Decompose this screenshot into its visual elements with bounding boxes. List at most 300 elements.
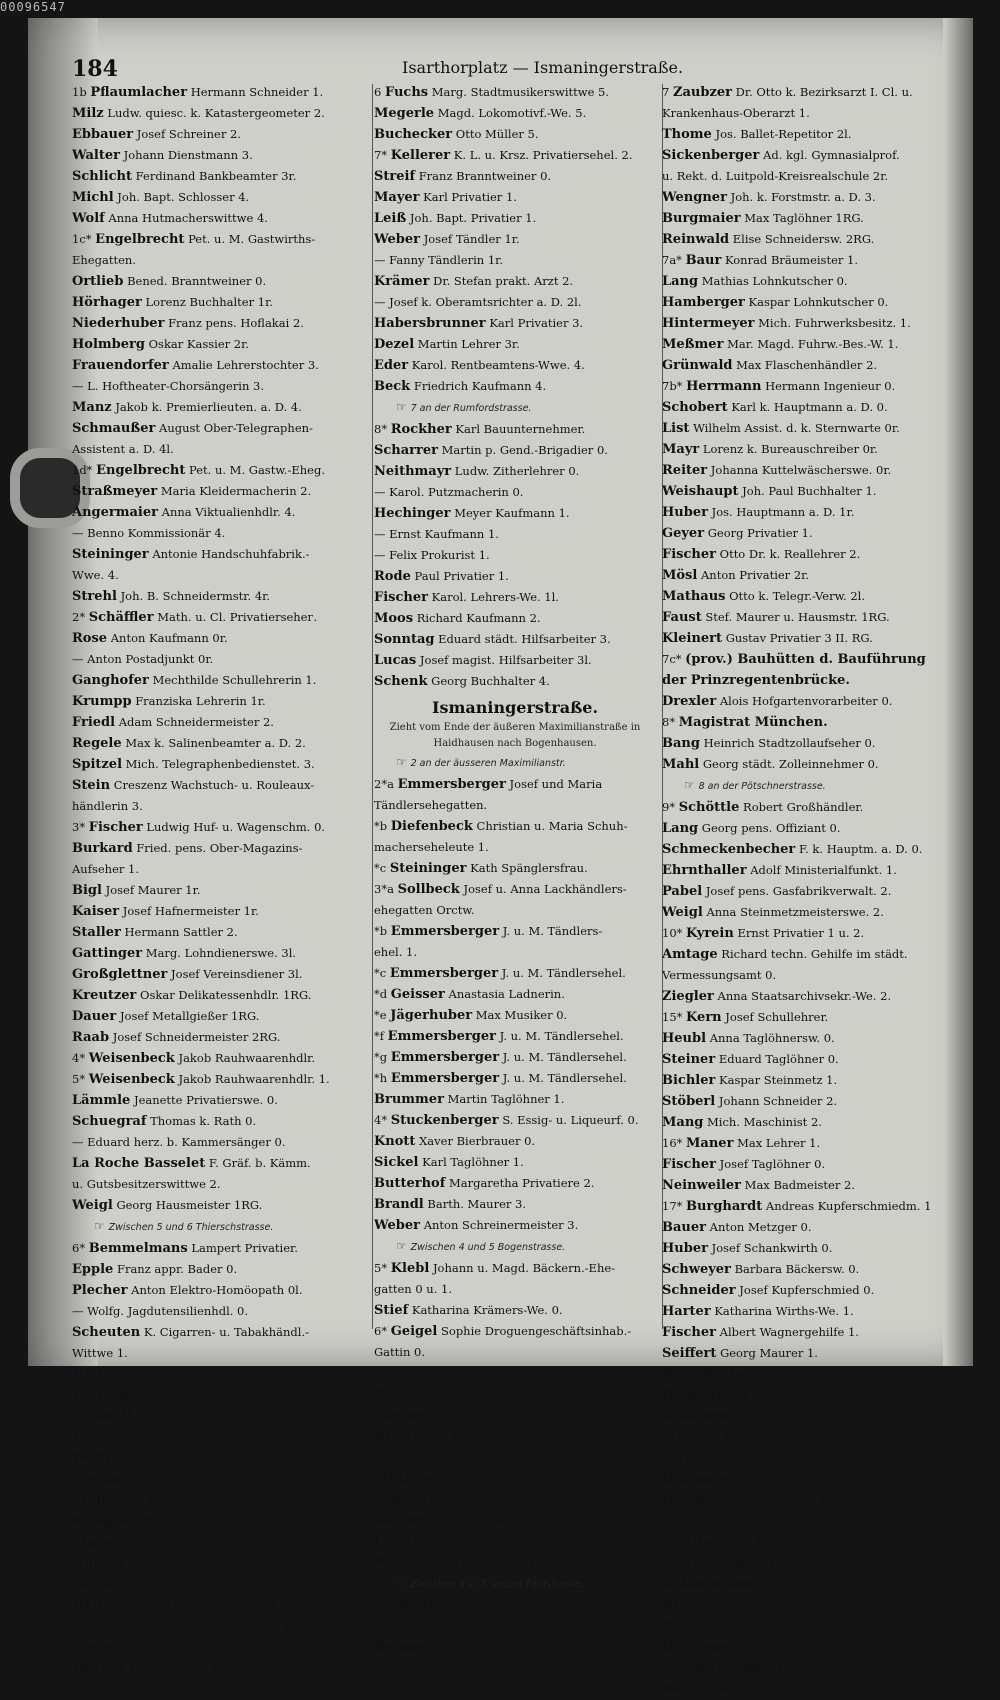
column-right bbox=[662, 82, 952, 1700]
resident-name: Bemmelmans bbox=[88, 1241, 188, 1256]
house-number: 2*a bbox=[374, 777, 394, 791]
house-number: 7a* bbox=[662, 253, 682, 267]
resident-details: Marg. Lohndienerswe. 3l. bbox=[145, 946, 297, 960]
resident-name: Martin bbox=[72, 1472, 123, 1487]
directory-entry bbox=[662, 1133, 952, 1154]
resident-name: Kaiser bbox=[72, 904, 120, 919]
directory-entry bbox=[374, 1047, 656, 1068]
resident-details: Fried. pens. Ober-Magazins- bbox=[136, 841, 303, 855]
resident-details: — Xaver Viehpraxer 1. bbox=[374, 1450, 506, 1464]
directory-entry bbox=[72, 1658, 354, 1679]
resident-name: Kellerer bbox=[390, 148, 451, 163]
resident-details: Mich. Telegraphenbedienstet. 3. bbox=[125, 757, 315, 771]
directory-entry bbox=[662, 82, 952, 103]
resident-name: Butterhof bbox=[374, 1176, 446, 1191]
resident-details: machersehelеute 1. bbox=[374, 840, 489, 854]
resident-details: Karl k. Hauptmann a. D. 0. bbox=[731, 400, 888, 414]
directory-entry bbox=[374, 503, 656, 524]
directory-entry bbox=[374, 816, 656, 837]
directory-entry bbox=[72, 250, 354, 271]
resident-details: Joh. B. Schneidermstr. 4r. bbox=[120, 589, 271, 603]
resident-name: Scharrer bbox=[374, 443, 438, 458]
directory-entry bbox=[374, 1637, 656, 1658]
resident-details: Josef Maurer 1r. bbox=[105, 883, 201, 897]
resident-name: Müller bbox=[72, 1493, 121, 1508]
directory-entry bbox=[662, 1532, 952, 1553]
resident-details: Jeanette Privatierswe. 0. bbox=[133, 1093, 278, 1107]
resident-details: Jakob Lohnkutscher 0. bbox=[738, 1682, 870, 1696]
resident-details: Karol. Rentbeamtens-Wwe. 4. bbox=[411, 358, 585, 372]
directory-entry bbox=[374, 124, 656, 145]
house-number: 2* bbox=[72, 610, 86, 624]
resident-details: ehel. 1. bbox=[374, 945, 417, 959]
house-number: *b bbox=[374, 819, 388, 833]
directory-entry bbox=[662, 397, 952, 418]
resident-details: Anton Metzger 0. bbox=[709, 1220, 812, 1234]
directory-entry bbox=[72, 145, 354, 166]
resident-name: Mathaus bbox=[662, 589, 726, 604]
resident-details: Anna Taglöhnersw. 0. bbox=[709, 1031, 835, 1045]
resident-name: Reiser bbox=[374, 1387, 421, 1402]
directory-entry bbox=[662, 1658, 952, 1679]
house-number: 7c* bbox=[662, 652, 682, 666]
resident-name: Ziegler bbox=[662, 989, 714, 1004]
resident-details: Joh. k. Forstmstr. a. D. 3. bbox=[730, 190, 876, 204]
directory-entry bbox=[662, 1091, 952, 1112]
house-number: *d bbox=[374, 987, 388, 1001]
resident-details: Anna Bezirksamtsdien.-We. 4r. bbox=[124, 1640, 303, 1654]
directory-entry bbox=[72, 1195, 354, 1216]
resident-details: Magd. Mühlzächters-We. 2. bbox=[707, 1451, 868, 1465]
house-number: 1b bbox=[72, 85, 87, 99]
directory-entry bbox=[662, 1217, 952, 1238]
resident-name: Weisenbeck bbox=[88, 1072, 175, 1087]
resident-name: Emmersberger bbox=[387, 1029, 496, 1044]
column-middle bbox=[374, 82, 656, 1658]
resident-details: Karl Privatier 3. bbox=[489, 316, 584, 330]
resident-details: händlerin 3. bbox=[72, 799, 143, 813]
resident-name: Reinwald bbox=[662, 232, 730, 247]
resident-name: Hollinger bbox=[662, 1640, 732, 1655]
directory-entry bbox=[662, 565, 952, 586]
resident-name: Mayer bbox=[374, 190, 420, 205]
directory-entry bbox=[374, 1131, 656, 1152]
resident-name: Michl bbox=[72, 190, 114, 205]
house-number: 4* bbox=[374, 1113, 388, 1127]
resident-details: Pet. u. M. Gastwirths- bbox=[188, 232, 316, 246]
resident-name: Menter bbox=[390, 1598, 444, 1613]
resident-details: Josef Schankwirth 0. bbox=[711, 1241, 833, 1255]
cross-street-note bbox=[72, 1216, 354, 1238]
directory-entry bbox=[72, 649, 354, 670]
directory-entry bbox=[662, 902, 952, 923]
resident-details: Georg städt. Zolleinnehmer 0. bbox=[702, 757, 879, 771]
resident-details: Andr. vorm. Fuhrwerksbe- bbox=[749, 1493, 903, 1507]
resident-details: sitzer 2RG. bbox=[662, 1514, 727, 1528]
resident-name: Stuckenberger bbox=[390, 1113, 499, 1128]
resident-details: Ehegatten. bbox=[72, 253, 136, 267]
directory-entry bbox=[374, 774, 656, 795]
resident-details: K. L. u. Krsz. Privatiersehel. 2. bbox=[453, 148, 633, 162]
directory-entry bbox=[374, 313, 656, 334]
resident-details: Tändlersehegatten. bbox=[374, 798, 488, 812]
directory-entry bbox=[374, 837, 656, 858]
resident-details: S. Essig- u. Liqueurf. 0. bbox=[502, 1113, 639, 1127]
resident-name: Baur bbox=[685, 253, 722, 268]
resident-details: — L. Hoftheater-Chorsängerin 3. bbox=[72, 379, 264, 393]
directory-entry bbox=[662, 1280, 952, 1301]
resident-details: Franziska Lehrerin 1r. bbox=[135, 694, 266, 708]
resident-name: Oberndorfer bbox=[686, 1556, 777, 1571]
house-number: 17* bbox=[662, 1199, 683, 1213]
resident-details: Alois Lederhändler 3m. bbox=[129, 1556, 266, 1570]
resident-details: Mechthilde Schullehrerin 1. bbox=[152, 673, 317, 687]
resident-name: Mayr bbox=[662, 442, 700, 457]
resident-name: Bauer bbox=[662, 1220, 706, 1235]
directory-entry bbox=[374, 250, 656, 271]
resident-details: Max Badmeister 2. bbox=[744, 1178, 855, 1192]
directory-entry bbox=[662, 1616, 952, 1637]
resident-details: August Ober-Telegraphen- bbox=[159, 421, 313, 435]
resident-name: Raab bbox=[72, 1030, 110, 1045]
resident-details: Jakob Rauhwaarenhdlr. 1. bbox=[178, 1072, 330, 1086]
resident-details: Mathias Lohnkutscher 0. bbox=[701, 274, 848, 288]
resident-name: Ebbauer bbox=[72, 127, 134, 142]
directory-entry bbox=[72, 1553, 354, 1574]
resident-name: Weber bbox=[374, 232, 421, 247]
resident-details: Kaspar Lohnkutscher 0. bbox=[748, 295, 889, 309]
resident-details: Jakob Rauhwaarenhdlr. bbox=[178, 1051, 316, 1065]
directory-entry bbox=[662, 944, 952, 965]
resident-details: Josef Schneidermeister 2RG. bbox=[112, 1030, 281, 1044]
directory-entry bbox=[72, 334, 354, 355]
resident-name: Kyrein bbox=[686, 926, 734, 941]
resident-name: Epple bbox=[72, 1262, 114, 1277]
resident-details: Anton Kaufmann 0r. bbox=[110, 631, 228, 645]
directory-entry bbox=[72, 103, 354, 124]
resident-name: Eder bbox=[374, 358, 409, 373]
resident-name: Fischer bbox=[662, 1157, 716, 1172]
resident-details: Heinrich Stadtzollaufseher 0. bbox=[703, 736, 876, 750]
resident-details: gatten 0 u. 1. bbox=[374, 1282, 452, 1296]
directory-entry bbox=[662, 1322, 952, 1343]
resident-details: Antonie Handschuhfabrik.- bbox=[152, 547, 310, 561]
resident-details: — Hier. p. k. k. Maschinenmeister 2. bbox=[662, 1430, 875, 1444]
directory-entry bbox=[662, 229, 952, 250]
resident-details: F. k. Hauptm. a. D. 0. bbox=[798, 842, 923, 856]
directory-entry bbox=[662, 1112, 952, 1133]
resident-name: Knott bbox=[374, 1134, 416, 1149]
directory-entry bbox=[662, 250, 952, 271]
resident-details: F. Gräf. b. Kämm. bbox=[208, 1156, 311, 1170]
resident-details: K. Cigarren- u. Tabakhändl.- bbox=[143, 1325, 310, 1339]
resident-details: Oskar Delikatessenhdlr. 1RG. bbox=[140, 988, 312, 1002]
directory-entry bbox=[72, 460, 354, 481]
resident-details: Georg Taglöhner 1. bbox=[430, 1408, 544, 1422]
resident-details: Josef u. Anna Lackhändlers- bbox=[463, 882, 627, 896]
house-number: 7b* bbox=[662, 379, 683, 393]
running-head: Isarthorplatz — Ismaningerstraße. bbox=[402, 58, 684, 77]
directory-entry bbox=[374, 1510, 656, 1531]
directory-entry bbox=[72, 418, 354, 439]
resident-details: Mich. Kupferschmied 1r. bbox=[757, 1367, 901, 1381]
directory-entry bbox=[374, 545, 656, 566]
house-number: 7* bbox=[374, 1598, 388, 1612]
directory-entry bbox=[72, 187, 354, 208]
house-number: *h bbox=[374, 1071, 388, 1085]
directory-entry bbox=[662, 1343, 952, 1364]
house-number: 3*a bbox=[374, 882, 394, 896]
resident-name: Streif bbox=[374, 169, 416, 184]
resident-name: Lang bbox=[662, 821, 699, 836]
directory-entry bbox=[72, 481, 354, 502]
resident-name: Kern bbox=[686, 1010, 722, 1025]
resident-details: Georg pens. Offiziant 0. bbox=[701, 821, 841, 835]
resident-details: Georg Maurer 1. bbox=[720, 1346, 818, 1360]
resident-details: Xaver Bierbrauer 0. bbox=[419, 1134, 536, 1148]
house-number: *g bbox=[374, 1050, 388, 1064]
resident-name: Steckermeier bbox=[686, 1661, 784, 1676]
directory-entry bbox=[72, 1343, 354, 1364]
resident-details: Mich. Maschinist 2. bbox=[707, 1115, 822, 1129]
directory-entry bbox=[374, 1447, 656, 1468]
resident-details: u. Gutsbesitzerswittwe 2. bbox=[72, 1177, 221, 1191]
column-left bbox=[72, 82, 354, 1679]
directory-entry bbox=[374, 984, 656, 1005]
resident-details: Oskar Kassier 2r. bbox=[148, 337, 250, 351]
directory-entry bbox=[72, 628, 354, 649]
directory-entry bbox=[374, 1321, 656, 1342]
directory-entry bbox=[72, 817, 354, 838]
resident-details: Math. u. Cl. Privatiersehег. bbox=[157, 610, 318, 624]
resident-name: Dezel bbox=[374, 337, 415, 352]
resident-name: Herrmann bbox=[686, 379, 762, 394]
resident-details: Ernst Privatier 1 u. 2. bbox=[737, 926, 865, 940]
resident-details: Eduard Taglöhner 0. bbox=[718, 1052, 839, 1066]
resident-name: Mösl bbox=[662, 568, 698, 583]
pointing-hand-icon: ☞ bbox=[396, 1576, 411, 1590]
resident-details: Josef Vereinsdiener 3l. bbox=[171, 967, 303, 981]
resident-name: Danger bbox=[374, 1513, 428, 1528]
resident-details: Gustav Privatier 3 II. RG. bbox=[725, 631, 873, 645]
resident-name: Manz bbox=[72, 400, 112, 415]
resident-details: Elise Advokatenstochter 2. bbox=[739, 1409, 897, 1423]
resident-details: Johanna Kuttelwäscherswe. 0r. bbox=[710, 463, 892, 477]
resident-details: Thomas k. Rath 0. bbox=[150, 1114, 257, 1128]
resident-details: J. u. M. Tändlersehel. bbox=[502, 1071, 627, 1085]
resident-details: Hermann Ingenieur 0. bbox=[765, 379, 896, 393]
resident-details: — Benno Kommissionär 4. bbox=[72, 526, 226, 540]
directory-entry bbox=[374, 921, 656, 942]
resident-details: Franz appr. Bader 0. bbox=[116, 1262, 238, 1276]
directory-entry bbox=[72, 1595, 354, 1616]
resident-details: Konrad Uhrmacher 0. bbox=[431, 1640, 559, 1654]
resident-name: Ehrnthaller bbox=[662, 863, 747, 878]
directory-entry bbox=[374, 900, 656, 921]
resident-name: Oberndorfer bbox=[686, 1535, 777, 1550]
resident-details: Martin Taglöhner 1. bbox=[447, 1092, 565, 1106]
directory-entry bbox=[662, 1448, 952, 1469]
directory-entry bbox=[374, 229, 656, 250]
resident-details: Mar. Magd. Fuhrw.-Bes.-W. 1. bbox=[727, 337, 899, 351]
resident-details: Amalie Lehrerstochter 3. bbox=[172, 358, 319, 372]
resident-name: Halter bbox=[72, 1598, 119, 1613]
directory-entry bbox=[72, 1153, 354, 1174]
directory-entry bbox=[374, 879, 656, 900]
cross-street-note bbox=[662, 775, 952, 797]
note-text: 2 an der äusseren Maximilianstr. bbox=[410, 758, 566, 769]
street-description: Zieht vom Ende der äußeren Maximilianstraße in Haidhausen nach Bogenhausen. bbox=[389, 722, 641, 749]
directory-entry bbox=[374, 1279, 656, 1300]
pointing-hand-icon: ☞ bbox=[396, 400, 411, 414]
directory-entry bbox=[374, 524, 656, 545]
directory-entry bbox=[72, 229, 354, 250]
cross-street-note bbox=[374, 1236, 656, 1258]
directory-entry bbox=[662, 712, 952, 733]
resident-name: Krenn bbox=[662, 1598, 708, 1613]
resident-details: Ludw. Zitherlehrer 0. bbox=[454, 464, 580, 478]
resident-details: Karl Bauunternehmer. bbox=[455, 422, 586, 436]
resident-name: Nuile bbox=[72, 1577, 112, 1592]
resident-name: Schuegraf bbox=[72, 1114, 147, 1129]
resident-details: Josef Hafnermeister 1r. bbox=[122, 904, 259, 918]
directory-entry bbox=[662, 986, 952, 1007]
resident-name: Emmersberger bbox=[397, 777, 506, 792]
resident-details: Franz Hausmeister 0RG. bbox=[736, 1472, 880, 1486]
resident-name: Werner bbox=[72, 1661, 126, 1676]
directory-entry bbox=[72, 376, 354, 397]
resident-details: Johann u. Magd. Bäckern.-Ehe- bbox=[432, 1261, 616, 1275]
resident-name: Huber bbox=[662, 1241, 708, 1256]
resident-name: Huber bbox=[662, 505, 708, 520]
directory-entry bbox=[374, 1405, 656, 1426]
resident-name: Dauer bbox=[72, 1009, 117, 1024]
house-number: *c bbox=[374, 966, 387, 980]
directory-entry bbox=[72, 1322, 354, 1343]
resident-name: Ferstl bbox=[662, 1451, 704, 1466]
resident-name: Emmersberger bbox=[390, 1050, 500, 1065]
directory-entry bbox=[662, 145, 952, 166]
resident-name: Krumbacher bbox=[662, 1367, 754, 1382]
directory-entry bbox=[662, 1259, 952, 1280]
resident-details: Anton Elektro-Homöopath 0l. bbox=[131, 1283, 303, 1297]
resident-details: Andreas Kupferschmiedm. 1 bbox=[765, 1199, 932, 1213]
resident-name: Strehl bbox=[72, 589, 117, 604]
directory-entry bbox=[72, 796, 354, 817]
cross-street-note bbox=[374, 1573, 656, 1595]
resident-details: Franz Branntweiner 0. bbox=[418, 169, 552, 183]
resident-name: Ganghofer bbox=[72, 673, 149, 688]
directory-entry bbox=[662, 1154, 952, 1175]
directory-entry bbox=[72, 1111, 354, 1132]
directory-entry bbox=[662, 1070, 952, 1091]
directory-entry bbox=[662, 670, 952, 691]
directory-entry bbox=[662, 607, 952, 628]
resident-details: Georg Hausmeister 1RG. bbox=[116, 1198, 263, 1212]
note-text: Zwischen 5 und 6 Thierschstrasse. bbox=[108, 1222, 274, 1233]
directory-entry bbox=[72, 355, 354, 376]
resident-name: Angermaier bbox=[72, 505, 158, 520]
resident-details: Josef k. Premierlieut. a. D. 1l. bbox=[135, 1409, 307, 1423]
directory-entry bbox=[374, 419, 656, 440]
resident-name: Reiter bbox=[662, 463, 708, 478]
resident-name: Holmberg bbox=[72, 337, 145, 352]
resident-name: Stein bbox=[72, 778, 111, 793]
resident-details: Max Taglöhner 1RG. bbox=[744, 211, 864, 225]
resident-details: Kath Spänglersfrau. bbox=[470, 861, 588, 875]
house-number: *e bbox=[374, 1008, 387, 1022]
resident-name: Mang bbox=[662, 1115, 704, 1130]
resident-details: Jos. Ballet-Repetitor 2l. bbox=[715, 127, 852, 141]
directory-entry bbox=[72, 1027, 354, 1048]
resident-name: Brandl bbox=[374, 1197, 424, 1212]
directory-entry bbox=[662, 1574, 952, 1595]
resident-name: Brummer bbox=[374, 1092, 444, 1107]
house-number: 6* bbox=[374, 1324, 388, 1338]
resident-name: Straßmeyer bbox=[72, 484, 158, 499]
resident-details: Anna Viktualienhdlr. 4. bbox=[161, 505, 296, 519]
resident-name: Mutzbauer bbox=[374, 1471, 454, 1486]
resident-name: Spitzel bbox=[72, 757, 123, 772]
directory-entry bbox=[374, 671, 656, 692]
resident-details: Alois Hofgartenvorarbeiter 0. bbox=[719, 694, 893, 708]
resident-details: Josefa Krämerswe. 1. bbox=[413, 1429, 538, 1443]
resident-name: Jägerhuber bbox=[390, 1008, 473, 1023]
resident-details: Richard Kaufmann 2. bbox=[416, 611, 541, 625]
resident-name: Hintermeyer bbox=[662, 316, 755, 331]
resident-details: Creszenz Wachstuch- u. Rouleaux- bbox=[113, 778, 315, 792]
directory-entry bbox=[374, 1531, 656, 1552]
resident-name: Fischer bbox=[374, 590, 428, 605]
directory-entry bbox=[662, 502, 952, 523]
resident-name: Beck bbox=[374, 379, 411, 394]
resident-details: Eduard städt. Hilfsarbeiter 3. bbox=[438, 632, 611, 646]
resident-name: Steiner bbox=[374, 1408, 428, 1423]
resident-name: Steininger bbox=[389, 861, 467, 876]
resident-details: Magd. Lokomotivf.-We. 5. bbox=[437, 106, 587, 120]
resident-details: Friedrich Kaufmann 4. bbox=[413, 379, 547, 393]
directory-entry bbox=[72, 1048, 354, 1069]
resident-details: — Eduard herz. b. Kammersänger 0. bbox=[72, 1135, 286, 1149]
resident-details: Johann Privatier 2. bbox=[137, 1451, 248, 1465]
resident-details: Ludwig Huf- u. Wagenschm. 0. bbox=[146, 820, 326, 834]
resident-name: Rubner bbox=[374, 1640, 428, 1655]
directory-entry bbox=[72, 523, 354, 544]
directory-entry bbox=[374, 292, 656, 313]
resident-details: Josef Kupferschmied 0. bbox=[739, 1283, 875, 1297]
resident-details: Anton Bandsäger 1RG. bbox=[423, 1555, 557, 1569]
resident-details: Hermann Schneider 1. bbox=[190, 85, 324, 99]
directory-entry bbox=[374, 376, 656, 397]
resident-details: Aufseher 1. bbox=[72, 862, 140, 876]
resident-name: Regele bbox=[72, 736, 122, 751]
directory-entry bbox=[374, 1173, 656, 1194]
directory-entry bbox=[662, 103, 952, 124]
resident-details: Maria Modes 4r. bbox=[128, 1661, 225, 1675]
resident-details: Georg Buchhalter 4. bbox=[431, 674, 550, 688]
resident-details: — Fanny Tändlerin 1r. bbox=[374, 253, 504, 267]
resident-details: Ferdinand Bankbeamter 3r. bbox=[135, 169, 297, 183]
directory-entry bbox=[662, 439, 952, 460]
resident-name: Fuchs bbox=[384, 85, 429, 100]
directory-entry bbox=[72, 1238, 354, 1259]
directory-entry bbox=[374, 355, 656, 376]
directory-entry bbox=[662, 1637, 952, 1658]
resident-name: Drexler bbox=[662, 694, 717, 709]
resident-name: Emmersberger bbox=[390, 1071, 500, 1086]
pointing-hand-icon: ☞ bbox=[684, 778, 699, 792]
resident-details: Anton Goldarbeiter 1. bbox=[121, 1367, 249, 1381]
